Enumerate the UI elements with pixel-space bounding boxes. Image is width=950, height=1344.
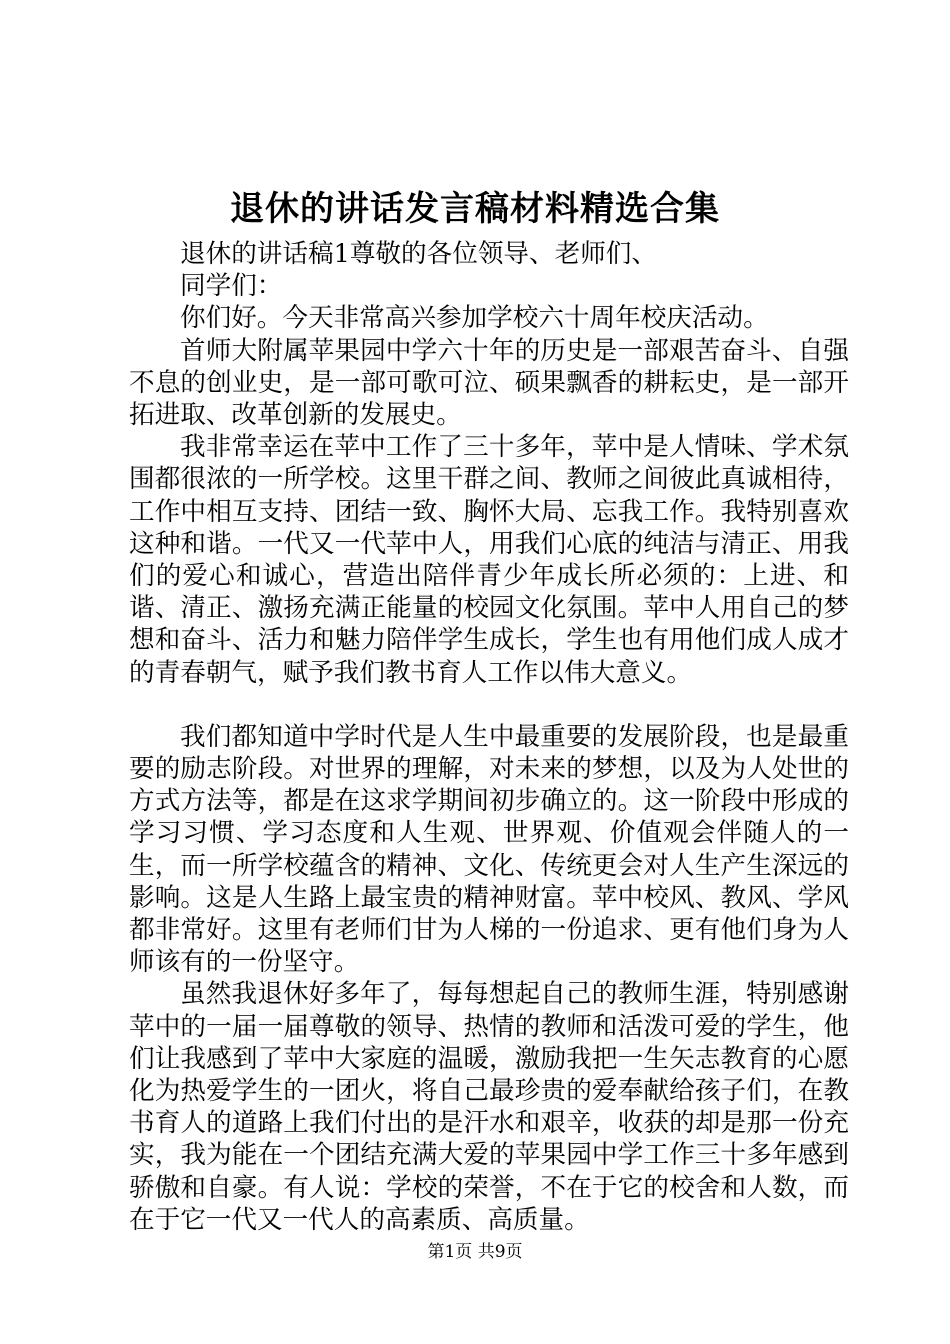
document-body [129, 238, 849, 1236]
paragraph-3: 你们好。今天非常高兴参加学校六十周年校庆活动。 [180, 303, 769, 334]
paragraph-2: 同学们： [180, 271, 283, 302]
document-title: 退休的讲话发言稿材料精选合集 [230, 189, 720, 229]
paragraph-7: 虽然我退休好多年了，每每想起自己的教师生涯，特别感谢苹中的一届一届尊敬的领导、热情的教师和活泼可爱的学生，他们让我感到了苹中大家庭的温暖，激励我把一生矢志教育的心愿化为热爱学生的一团火，将自己最珍贵的爱奉献给孩子们，在教书育人的道路上我们付出的是汗水和艰辛，收获的却是那一份充实，我为能在一个团结充满大爱的苹果园中学工作三十多年感到骄傲和自豪。有人说：学校的荣誉，不在于它的校舍和人数，而在于它一代又一代人的高素质、高质量。 [129, 979, 849, 1235]
paragraph-1: 退休的讲话稿1尊敬的各位领导、老师们、 [180, 239, 657, 269]
paragraph-4: 首师大附属苹果园中学六十年的历史是一部艰苦奋斗、自强不息的创业史，是一部可歌可泣、硕果飘香的耕耘史，是一部开拓进取、改革创新的发展史。 [129, 335, 849, 431]
page-footer: 第1页 共9页 [427, 1242, 523, 1262]
paragraph-5: 我非常幸运在苹中工作了三十多年，苹中是人情味、学术氛围都很浓的一所学校。这里干群之间、教师之间彼此真诚相待，工作中相互支持、团结一致、胸怀大局、忘我工作。我特别喜欢这种和谐。一代又一代苹中人，用我们心底的纯洁与清正、用我们的爱心和诚心，营造出陪伴青少年成长所必须的：上进、和谐、清正、激扬充满正能量的校园文化氛围。苹中人用自己的梦想和奋斗、活力和魅力陪伴学生成长，学生也有用他们成人成才的青春朝气，赋予我们教书育人工作以伟大意义。 [129, 432, 849, 688]
paragraph-6: 我们都知道中学时代是人生中最重要的发展阶段，也是最重要的励志阶段。对世界的理解，对未来的梦想，以及为人处世的方式方法等，都是在这求学期间初步确立的。这一阶段中形成的学习习惯、学习态度和人生观、世界观、价值观会伴随人的一生，而一所学校蕴含的精神、文化、传统更会对人生产生深远的影响。这是人生路上最宝贵的精神财富。苹中校风、教风、学风都非常好。这里有老师们甘为人梯的一份追求、更有他们身为人师该有的一份坚守。 [129, 721, 849, 978]
